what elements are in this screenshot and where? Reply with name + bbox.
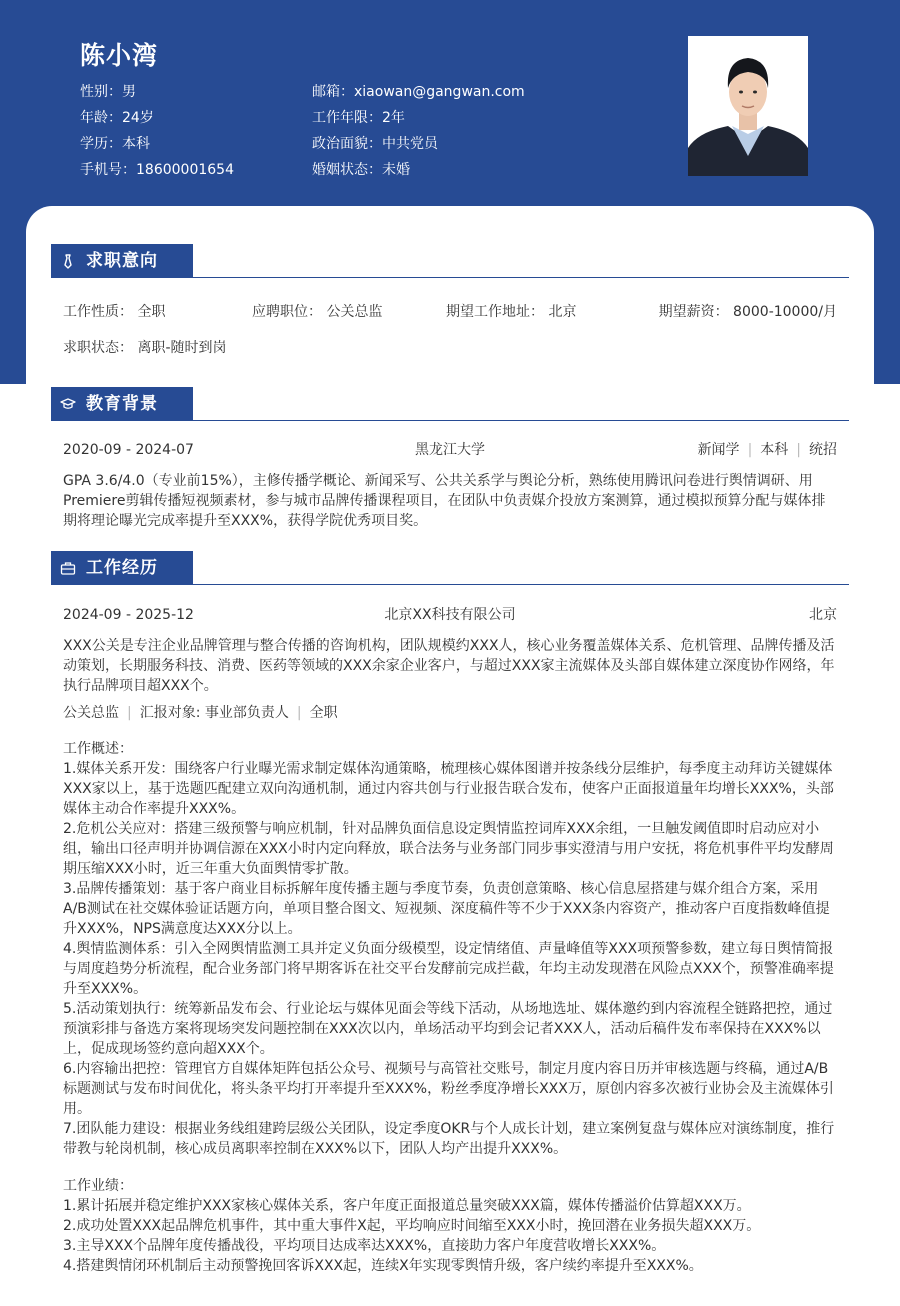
enrollment-type: 统招 — [809, 442, 837, 458]
section-header-job-intent — [51, 244, 849, 278]
job-status: 求职状态： 离职-随时到岗 — [63, 340, 227, 356]
role-tags: 公关总监 | 汇报对象: 事业部负责人 | 全职 — [63, 705, 338, 721]
section-header-education — [51, 387, 849, 421]
school-name: 黑龙江大学 — [415, 442, 485, 458]
achievement-item: 2.成功处置XXX起品牌危机事件，其中重大事件X起，平均响应时间缩至XXX小时，挽回潜在业务损失超XXX万。 — [63, 1218, 761, 1234]
gender-field: 性别：男 — [80, 84, 136, 100]
briefcase-icon — [60, 560, 76, 576]
education-description: GPA 3.6/4.0（专业前15%），主修传播学概论、新闻采写、公共关系学与舆论分析，熟练使用腾讯问卷进行舆情调研、用Premiere剪辑传播短视频素材，参与城市品牌传播课程项目，在团队中负责媒介投放方案测算，通过模拟预算分配与媒体排期将理论曝光完成率提升至XXX%，获得学院优秀项目奖。 — [63, 473, 826, 529]
overview-item: 1.媒体关系开发：围绕客户行业曝光需求制定媒体沟通策略，梳理核心媒体图谱并按条线分层维护，每季度主动拜访关键媒体XXX家以上，基于选题匹配建立双向沟通机制，通过内容共创与行业报告联合发布，使客户正面报道量年均增长XXX%，头部媒体主动合作率提升XXX%。 — [63, 761, 834, 817]
company-name: 北京XX科技有限公司 — [384, 607, 516, 623]
work-achievements — [63, 1176, 838, 1276]
age-field: 年龄：24岁 — [80, 110, 154, 126]
phone-field: 手机号：18600001654 — [80, 162, 234, 178]
major: 新闻学 — [697, 442, 740, 458]
email-field[interactable]: 邮箱：xiaowan@gangwan.com — [312, 84, 525, 100]
expected-location: 期望工作地址： 北京 — [446, 304, 577, 320]
overview-heading: 工作概述： — [63, 741, 133, 757]
overview-item: 2.危机公关应对：搭建三级预警与响应机制，针对品牌负面信息设定舆情监控词库XXX余组，一旦触发阈值即时启动应对小组，输出口径声明并协调信源在XXX小时内定向释放，联合法务与业务部门同步事实澄清与用户安抚，将危机事件平均发酵周期压缩XXX小时，近三年重大负面舆情零扩散。 — [63, 821, 834, 877]
work-years-field: 工作年限：2年 — [312, 110, 405, 126]
political-status-field: 政治面貌：中共党员 — [312, 136, 438, 152]
achievement-item: 3.主导XXX个品牌年度传播战役，平均项目达成率达XXX%，直接助力客户年度营收增长XXX%。 — [63, 1238, 666, 1254]
achievement-item: 1.累计拓展并稳定维护XXX家核心媒体关系，客户年度正面报道总量突破XXX篇，媒体传播溢价估算超XXX万。 — [63, 1198, 751, 1214]
achievements-heading: 工作业绩： — [63, 1178, 133, 1194]
work-city: 北京 — [809, 607, 837, 623]
candidate-name: 陈小湾 — [80, 41, 159, 70]
role-title: 公关总监 — [63, 705, 119, 721]
degree: 本科 — [760, 442, 789, 458]
overview-item: 5.活动策划执行：统筹新品发布会、行业论坛与媒体见面会等线下活动，从场地选址、媒体邀约到内容流程全链路把控，通过预演彩排与备选方案将现场突发问题控制在XXX次以内，单场活动平均到会记者XXX人，活动后稿件发布率保持在XXX%以上，促成现场签约意向超XXX个。 — [63, 1001, 833, 1057]
overview-item: 3.品牌传播策划：基于客户商业目标拆解年度传播主题与季度节奏，负责创意策略、核心信息屋搭建与媒介组合方案，采用A/B测试在社交媒体验证话题方向，单项目整合图文、短视频、深度稿件等不少于XXX条内容资产，推动客户百度指数峰值提升XXX%，NPS满意度达XXX分以上。 — [63, 881, 830, 937]
work-period: 2024-09 - 2025-12 — [63, 607, 194, 623]
overview-item: 6.内容输出把控：管理官方自媒体矩阵包括公众号、视频号与高管社交账号，制定月度内容日历并审核选题与终稿，通过A/B标题测试与发布时间优化，将头条平均打开率提升至XXX%，粉丝季度净增长XXX万，原创内容多次被行业协会及主流媒体引用。 — [63, 1061, 834, 1117]
job-nature: 工作性质： 全职 — [63, 304, 166, 320]
overview-item: 7.团队能力建设：根据业务线组建跨层级公关团队，设定季度OKR与个人成长计划，建立案例复盘与媒体应对演练制度，推行带教与轮岗机制，核心成员离职率控制在XXX%以下，团队人均产出提升XXX%。 — [63, 1121, 835, 1157]
profile-photo — [688, 36, 808, 176]
employment-type: 全职 — [309, 705, 338, 721]
education-tags: 新闻学 | 本科 | 统招 — [697, 442, 837, 458]
overview-item: 4.舆情监测体系：引入全网舆情监测工具并定义负面分级模型，设定情绪值、声量峰值等XXX项预警参数，建立每日舆情简报与周度趋势分析流程，配合业务部门将早期客诉在社交平台发酵前完成拦截，年均主动发现潜在风险点XXX个，预警准确率提升至XXX%。 — [63, 941, 834, 997]
company-description: XXX公关是专注企业品牌管理与整合传播的咨询机构，团队规模约XXX人，核心业务覆盖媒体关系、危机管理、品牌传播及活动策划，长期服务科技、消费、医药等领域的XXX余家企业客户，与超过XXX家主流媒体及头部自媒体建立深度协作网络，年执行品牌项目超XXX个。 — [63, 638, 835, 694]
section-title: 教育背景 — [86, 394, 158, 414]
education-period: 2020-09 - 2024-07 — [63, 442, 194, 458]
section-title: 求职意向 — [86, 251, 158, 271]
graduation-cap-icon — [60, 396, 76, 412]
report-to: 汇报对象: 事业部负责人 — [139, 705, 289, 721]
section-title: 工作经历 — [86, 558, 158, 578]
education-level-field: 学历：本科 — [80, 136, 150, 152]
tie-icon — [60, 253, 76, 269]
section-header-work — [51, 551, 849, 585]
work-overview — [63, 739, 838, 1159]
achievement-item: 4.搭建舆情闭环机制后主动预警挽回客诉XXX起，连续X年实现零舆情升级，客户续约率提升至XXX%。 — [63, 1258, 703, 1274]
expected-salary: 期望薪资： 8000-10000/月 — [658, 304, 837, 320]
marital-status-field: 婚姻状态：未婚 — [312, 162, 410, 178]
applied-position: 应聘职位： 公关总监 — [252, 304, 383, 320]
